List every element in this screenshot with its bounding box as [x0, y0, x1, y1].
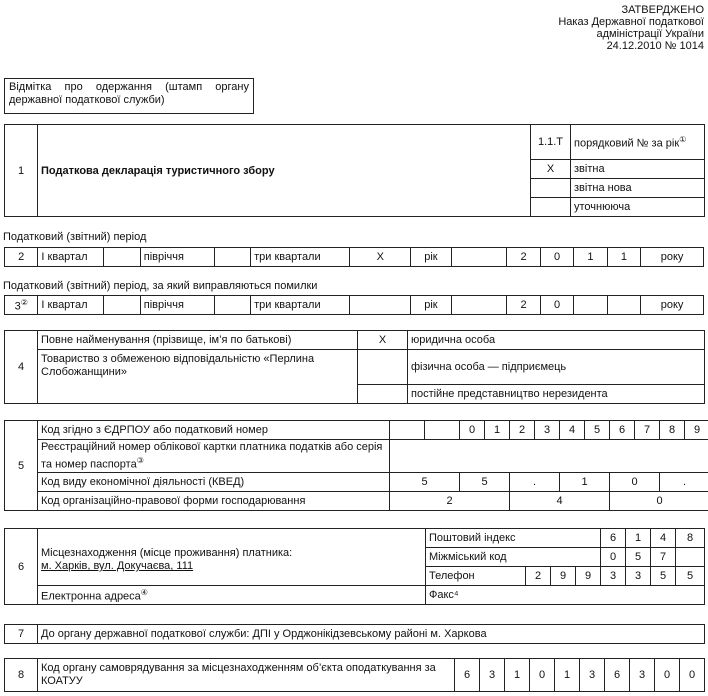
address-value: м. Харків, вул. Докучаєва, 111: [41, 560, 194, 572]
type-mark-cell[interactable]: [531, 198, 571, 217]
kopfg-cell[interactable]: 4: [510, 492, 610, 511]
koatuu-digit[interactable]: 3: [630, 659, 655, 692]
section-number: 3②: [5, 296, 38, 315]
section-4-table: [4, 330, 705, 404]
note-2-icon: ②: [20, 297, 28, 307]
kopfg-cell[interactable]: 2: [390, 492, 510, 511]
type-mark-cell[interactable]: X: [531, 160, 571, 179]
name-label: Повне найменування (прізвище, ім’я по батькові): [38, 331, 358, 350]
edrpou-label: Код згідно з ЄДРПОУ або податковий номер: [38, 421, 390, 440]
phone-digit[interactable]: 5: [676, 567, 705, 586]
kved-cell[interactable]: .: [660, 473, 708, 492]
phone-label: Телефон: [426, 567, 526, 586]
entity-type-label: юридична особа: [408, 331, 705, 350]
reg-number-field[interactable]: [390, 440, 708, 473]
email-cell[interactable]: [38, 586, 426, 605]
postal-digit[interactable]: 1: [626, 529, 651, 548]
edrpou-digit[interactable]: 1: [485, 421, 510, 440]
stamp-box: [4, 78, 254, 114]
section-number: 5: [5, 421, 38, 511]
period-half-label: півріччя: [140, 296, 214, 315]
year-suffix: року: [641, 248, 704, 267]
section-number: 2: [5, 248, 38, 267]
year-digit[interactable]: 1: [607, 248, 640, 267]
edrpou-digit[interactable]: 7: [635, 421, 660, 440]
tax-authority[interactable]: До органу державної податкової служби: ДПІ у Орджонікідзевському районі м. Харкова: [38, 625, 705, 644]
entity-type-label: фізична особа — підприємець: [408, 350, 705, 385]
section-1-table: [4, 124, 705, 217]
address-label: Місцезнаходження (місце проживання) платника:: [41, 547, 293, 559]
koatuu-digit[interactable]: 3: [580, 659, 605, 692]
period-q1-label: I квартал: [38, 248, 104, 267]
period-q3-label: три квартали: [251, 296, 350, 315]
period-q1-label: I квартал: [38, 296, 104, 315]
intercity-spacer: [676, 548, 705, 567]
approval-block: [444, 4, 704, 52]
section-8-table: [4, 658, 705, 692]
name-value[interactable]: Товариство з обмеженою відповідальністю «Перлина Слобожанщини»: [38, 350, 358, 404]
section-number: 7: [5, 625, 38, 644]
section-6-table: [4, 528, 705, 605]
period-year-label: рік: [411, 296, 452, 315]
phone-digit[interactable]: 9: [551, 567, 576, 586]
postal-digit[interactable]: 4: [651, 529, 676, 548]
entity-type-box[interactable]: [358, 350, 408, 385]
year-digit[interactable]: 1: [574, 248, 607, 267]
period-q1-box[interactable]: [104, 248, 140, 267]
email-label: Електронна адреса: [41, 590, 141, 603]
postal-label: Поштовий індекс: [426, 529, 601, 548]
period-fix-heading: Податковий (звітний) період, за який виправляються помилки: [3, 280, 318, 292]
year-digit[interactable]: 2: [507, 248, 540, 267]
section-number: 8: [5, 659, 38, 692]
approval-line: Наказ Державної податкової: [558, 16, 704, 28]
stamp-text: Відмітка про одержання (штамп органу державної податкової служби): [9, 81, 249, 106]
order-number-cell[interactable]: [571, 125, 705, 160]
period-year-label: рік: [411, 248, 452, 267]
note-1-icon: ①: [679, 135, 687, 145]
kved-label: Код виду економічної діяльності (КВЕД): [38, 473, 390, 492]
period-year-box[interactable]: [451, 296, 507, 315]
koatuu-digit[interactable]: 3: [480, 659, 505, 692]
edrpou-digit[interactable]: 9: [685, 421, 708, 440]
period-q3-box[interactable]: [350, 296, 411, 315]
declaration-title: Податкова декларація туристичного збору: [38, 125, 531, 217]
kved-cell[interactable]: 5: [460, 473, 510, 492]
kopfg-cell[interactable]: 0: [610, 492, 708, 511]
note-3-icon: ③: [136, 455, 144, 465]
edrpou-digit[interactable]: 2: [510, 421, 535, 440]
entity-type-label: постійне представництво нерезидента: [408, 385, 705, 404]
period-year-box[interactable]: [451, 248, 507, 267]
koatuu-digit[interactable]: 0: [655, 659, 680, 692]
section-number: 1: [5, 125, 38, 217]
kved-cell[interactable]: 1: [560, 473, 610, 492]
section-7-table: [4, 624, 705, 644]
period-q3-box[interactable]: X: [350, 248, 411, 267]
period-half-box[interactable]: [214, 248, 250, 267]
koatuu-digit[interactable]: 0: [530, 659, 555, 692]
form-code: 1.1.Т: [531, 125, 571, 160]
edrpou-digit[interactable]: 5: [585, 421, 610, 440]
year-suffix: року: [641, 296, 704, 315]
year-digit[interactable]: [607, 296, 640, 315]
koatuu-digit[interactable]: 1: [555, 659, 580, 692]
entity-type-box[interactable]: X: [358, 331, 408, 350]
entity-type-box[interactable]: [358, 385, 408, 404]
edrpou-digit[interactable]: 3: [535, 421, 560, 440]
intercity-digit[interactable]: 5: [626, 548, 651, 567]
intercity-digit[interactable]: 0: [601, 548, 626, 567]
period-half-box[interactable]: [214, 296, 250, 315]
phone-digit[interactable]: 5: [651, 567, 676, 586]
phone-digit[interactable]: 2: [526, 567, 551, 586]
section-5-table: [4, 420, 708, 511]
koatuu-digit[interactable]: 1: [505, 659, 530, 692]
year-digit[interactable]: 0: [540, 248, 573, 267]
kved-cell[interactable]: .: [510, 473, 560, 492]
postal-digit[interactable]: 8: [676, 529, 705, 548]
phone-digit[interactable]: 3: [626, 567, 651, 586]
period-q3-label: три квартали: [251, 248, 350, 267]
edrpou-digit[interactable]: 6: [610, 421, 635, 440]
approval-line: адміністрації України: [596, 28, 704, 40]
edrpou-spacer: [390, 421, 425, 440]
type-label: уточнююча: [571, 198, 705, 217]
year-digit[interactable]: 0: [540, 296, 573, 315]
year-digit[interactable]: 2: [507, 296, 540, 315]
intercity-label: Міжміський код: [426, 548, 601, 567]
type-label: звітна: [571, 160, 705, 179]
order-label: порядковий № за рік: [574, 137, 680, 150]
fax-label[interactable]: Факс⁴: [426, 586, 705, 605]
edrpou-spacer: [425, 421, 460, 440]
reg-number-label: Реєстраційний номер облікової картки платника податків або серія та номер паспорта③: [38, 440, 390, 473]
kopfg-label: Код організаційно-правової форми господарювання: [38, 492, 390, 511]
postal-digit[interactable]: 6: [601, 529, 626, 548]
approval-line: 24.12.2010 № 1014: [606, 40, 704, 52]
koatuu-digit[interactable]: 6: [455, 659, 480, 692]
koatuu-digit[interactable]: 0: [680, 659, 705, 692]
edrpou-digit[interactable]: 8: [660, 421, 685, 440]
kved-cell[interactable]: 5: [390, 473, 460, 492]
type-mark-cell[interactable]: [531, 179, 571, 198]
note-4-icon: ④: [140, 587, 148, 597]
period-half-label: півріччя: [140, 248, 214, 267]
period-table: [4, 247, 704, 267]
section-number: 6: [5, 529, 38, 605]
edrpou-digit[interactable]: 0: [460, 421, 485, 440]
period-heading: Податковий (звітний) період: [3, 231, 147, 243]
koatuu-label: Код органу самоврядування за місцезнаходженням об’єкта оподаткування за КОАТУУ: [38, 659, 455, 692]
kved-cell[interactable]: 0: [610, 473, 660, 492]
phone-digit[interactable]: 9: [576, 567, 601, 586]
period-q1-box[interactable]: [104, 296, 140, 315]
section-number: 4: [5, 331, 38, 404]
type-label: звітна нова: [571, 179, 705, 198]
period-fix-table: [4, 295, 704, 315]
intercity-digit[interactable]: 7: [651, 548, 676, 567]
address-cell[interactable]: [38, 529, 426, 586]
year-digit[interactable]: [574, 296, 607, 315]
edrpou-digit[interactable]: 4: [560, 421, 585, 440]
phone-digit[interactable]: 3: [601, 567, 626, 586]
koatuu-digit[interactable]: 6: [605, 659, 630, 692]
approval-title: ЗАТВЕРДЖЕНО: [621, 4, 704, 16]
